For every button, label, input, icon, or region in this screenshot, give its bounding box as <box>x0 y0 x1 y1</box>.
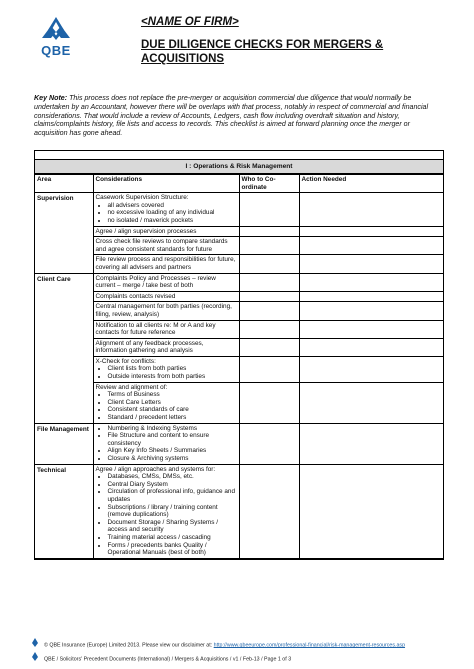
consideration-bullet: • Forms / precedents banks Quality / Operational Manuals (best of both) <box>108 542 237 557</box>
qbe-small-logo-icon <box>30 638 42 652</box>
who-to-coordinate-cell[interactable] <box>239 356 299 382</box>
consideration-text: Agree / align approaches and systems for: <box>95 465 216 473</box>
consideration-bullet: • no isolated / maverick pockets <box>108 217 237 225</box>
considerations-cell <box>93 382 239 423</box>
firm-name: <NAME OF FIRM> <box>141 16 239 28</box>
footer <box>30 638 405 666</box>
considerations-cell <box>93 302 239 320</box>
table-row <box>35 226 443 237</box>
table-row <box>35 193 443 226</box>
table-row <box>35 273 443 291</box>
consideration-text: Complaints contacts revised <box>95 292 176 300</box>
column-header-who: Who to Co-ordinate <box>239 175 299 193</box>
considerations-cell <box>93 226 239 237</box>
table-row <box>35 382 443 423</box>
consideration-bullet: • no excessive loading of any individual <box>108 209 237 217</box>
consideration-text: Agree / align supervision processes <box>95 227 197 235</box>
action-needed-cell[interactable] <box>299 291 443 302</box>
action-needed-cell[interactable] <box>299 237 443 255</box>
document-reference: QBE / Solicitors' Precedent Documents (International) / Mergers & Acquisitions / v1 / Feb-13 / Page 1 of 3 <box>44 656 292 663</box>
considerations-cell <box>93 273 239 291</box>
consideration-text: File review process and responsibilities for future, covering all advisers and partners <box>95 256 236 271</box>
key-note <box>34 94 444 138</box>
qbe-logo-icon <box>39 16 73 42</box>
table-row <box>35 291 443 302</box>
column-header-area: Area <box>35 175 93 193</box>
footer-line-2 <box>30 652 405 666</box>
consideration-bullet: • Training material access / cascading <box>108 534 237 542</box>
copyright-text: © QBE Insurance (Europe) Limited 2013. Please view our disclaimer at: <box>44 642 214 649</box>
consideration-bullets <box>96 365 237 380</box>
considerations-cell <box>93 291 239 302</box>
action-needed-cell[interactable] <box>299 338 443 356</box>
table-row <box>35 320 443 338</box>
consideration-bullet: • Databases, CMSs, DMSs, etc. <box>108 473 237 481</box>
who-to-coordinate-cell[interactable] <box>239 302 299 320</box>
action-needed-cell[interactable] <box>299 464 443 558</box>
consideration-bullet: • Terms of Business <box>108 391 237 399</box>
who-to-coordinate-cell[interactable] <box>239 237 299 255</box>
area-cell: Client Care <box>35 273 93 423</box>
consideration-bullet: • Align Key Info Sheets / Summaries <box>108 447 237 455</box>
table-row <box>35 237 443 255</box>
key-note-label: Key Note: <box>34 94 68 102</box>
checklist-grid <box>35 174 443 559</box>
consideration-bullet: • Consistent standards of care <box>108 406 237 414</box>
consideration-bullet: • Central Diary System <box>108 481 237 489</box>
who-to-coordinate-cell[interactable] <box>239 291 299 302</box>
action-needed-cell[interactable] <box>299 226 443 237</box>
consideration-text: Casework Supervision Structure: <box>95 194 189 202</box>
consideration-text: Cross check file reviews to compare standards and agree consistent standards for future <box>95 238 228 253</box>
footer-line-1 <box>30 638 405 652</box>
consideration-bullet: • Document Storage / Sharing Systems / access and security <box>108 519 237 534</box>
table-row <box>35 423 443 464</box>
consideration-bullet: • Client Care Letters <box>108 399 237 407</box>
action-needed-cell[interactable] <box>299 193 443 226</box>
consideration-text: Alignment of any feedback processes, information gathering and analysis <box>95 339 204 355</box>
who-to-coordinate-cell[interactable] <box>239 255 299 273</box>
qbe-small-logo-icon <box>30 652 42 666</box>
section-heading: I : Operations & Risk Management <box>35 160 443 174</box>
considerations-cell <box>93 193 239 226</box>
qbe-logo <box>30 16 82 58</box>
consideration-text: X-Check for conflicts: <box>95 357 156 365</box>
who-to-coordinate-cell[interactable] <box>239 320 299 338</box>
action-needed-cell[interactable] <box>299 302 443 320</box>
table-row <box>35 338 443 356</box>
who-to-coordinate-cell[interactable] <box>239 338 299 356</box>
considerations-cell <box>93 356 239 382</box>
consideration-bullet: • Subscriptions / library / training content (remove duplications) <box>108 504 237 519</box>
table-row <box>35 464 443 558</box>
consideration-bullet: • all advisers covered <box>108 202 237 210</box>
action-needed-cell[interactable] <box>299 356 443 382</box>
table-header-row <box>35 175 443 193</box>
table-row <box>35 255 443 273</box>
consideration-text: Complaints Policy and Processes – review current – merge / take best of both <box>95 274 216 290</box>
consideration-bullets <box>96 391 237 421</box>
action-needed-cell[interactable] <box>299 423 443 464</box>
consideration-bullet: • Numbering & Indexing Systems <box>108 425 237 433</box>
consideration-bullets <box>96 425 237 463</box>
considerations-cell <box>93 320 239 338</box>
who-to-coordinate-cell[interactable] <box>239 423 299 464</box>
considerations-cell <box>93 423 239 464</box>
consideration-bullet: • Circulation of professional info, guidance and updates <box>108 488 237 503</box>
who-to-coordinate-cell[interactable] <box>239 193 299 226</box>
consideration-text: Review and alignment of: <box>95 383 168 391</box>
consideration-bullet: • Outside interests from both parties <box>108 373 237 381</box>
consideration-bullet: • File Structure and content to ensure consistency <box>108 432 237 447</box>
logo-text: QBE <box>41 43 71 58</box>
considerations-cell <box>93 255 239 273</box>
who-to-coordinate-cell[interactable] <box>239 273 299 291</box>
action-needed-cell[interactable] <box>299 382 443 423</box>
consideration-bullets <box>96 202 237 225</box>
considerations-cell <box>93 338 239 356</box>
area-cell: Supervision <box>35 193 93 273</box>
considerations-cell <box>93 237 239 255</box>
table-row <box>35 302 443 320</box>
column-header-considerations: Considerations <box>93 175 239 193</box>
action-needed-cell[interactable] <box>299 255 443 273</box>
key-note-text: This process does not replace the pre-merger or acquisition commercial due diligence that would normally be undertaken by an Accountant, however there will be overlaps with that process, notably in respect of commercial and financial considerations. That would include a review of Accounts, Ledgers, cash flow including overdraft situation and history, claims/complaints history, file lists and access to records. This checklist is aimed at forward planning once the merger or acquisition has gone ahead. <box>34 94 429 138</box>
checklist-table <box>34 150 444 560</box>
area-cell: Technical <box>35 464 93 558</box>
column-header-action: Action Needed <box>299 175 443 193</box>
action-needed-cell[interactable] <box>299 273 443 291</box>
disclaimer-link[interactable]: http://www.qbeeurope.com/professional-financial/risk-management-resources.asp <box>213 642 406 649</box>
table-row <box>35 356 443 382</box>
who-to-coordinate-cell[interactable] <box>239 226 299 237</box>
area-cell: File Management <box>35 423 93 464</box>
action-needed-cell[interactable] <box>299 320 443 338</box>
consideration-bullet: • Client lists from both parties <box>108 365 237 373</box>
who-to-coordinate-cell[interactable] <box>239 382 299 423</box>
consideration-bullet: • Closure & Archiving systems <box>108 455 237 463</box>
consideration-text: Central management for both parties (recording, filing, review, analysis) <box>95 303 232 318</box>
consideration-bullets <box>96 473 237 557</box>
consideration-bullet: • Standard / precedent letters <box>108 414 237 422</box>
who-to-coordinate-cell[interactable] <box>239 464 299 558</box>
document-title: DUE DILIGENCE CHECKS FOR MERGERS & ACQUISITIONS <box>141 39 384 65</box>
considerations-cell <box>93 464 239 558</box>
table-spacer <box>35 151 443 160</box>
consideration-text: Notification to all clients re: M or A and key contacts for future reference <box>95 321 216 337</box>
